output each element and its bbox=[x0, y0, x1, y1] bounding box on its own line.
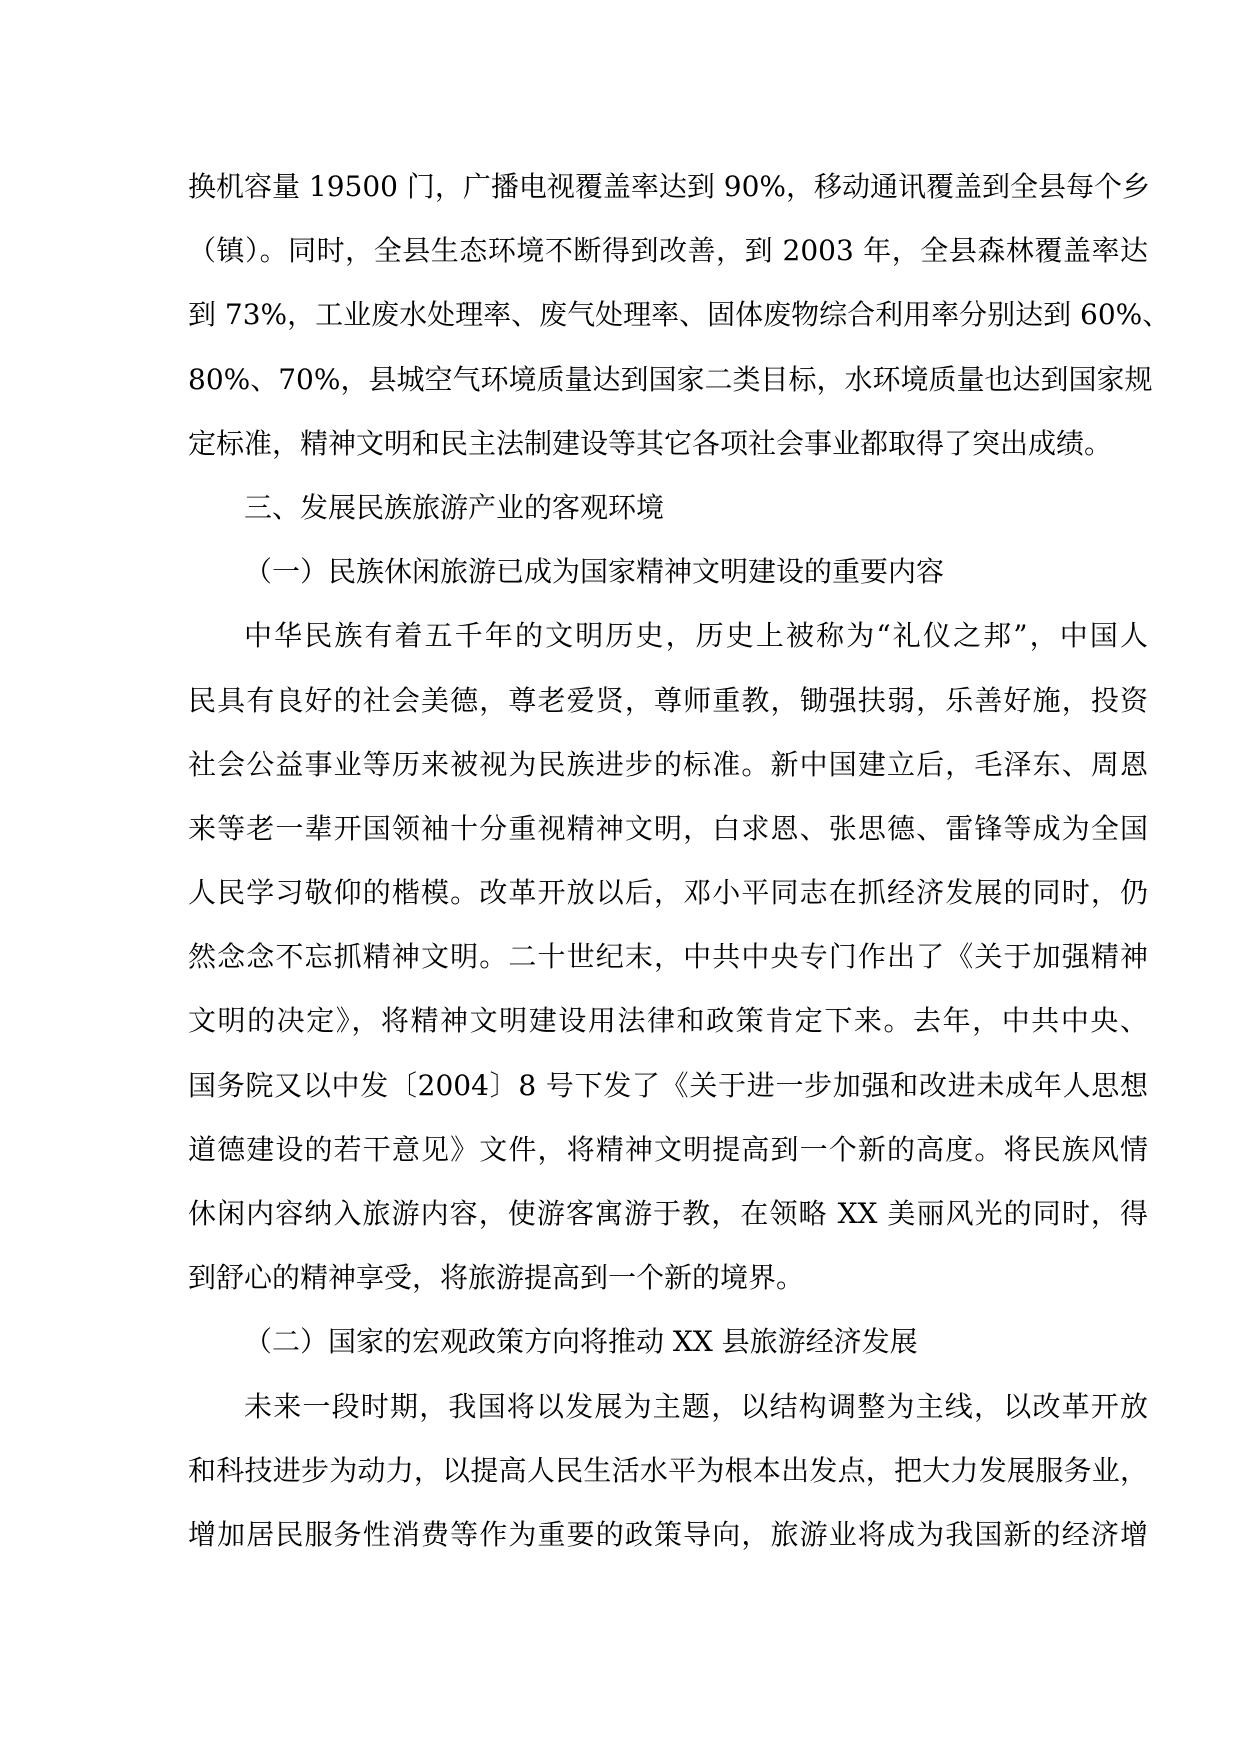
body-line: 社会公益事业等历来被视为民族进步的标准。新中国建立后，毛泽东、周恩 bbox=[188, 747, 1148, 781]
section-heading: 三、发展民族旅游产业的客观环境 bbox=[244, 490, 665, 524]
body-line: 然念念不忘抓精神文明。二十世纪末，中共中央专门作出了《关于加强精神 bbox=[188, 940, 1148, 974]
body-line: 文明的决定》，将精神文明建设用法律和政策肯定下来。去年，中共中央、 bbox=[188, 1004, 1148, 1038]
body-line: 来等老一辈开国领袖十分重视精神文明，白求恩、张思德、雷锋等成为全国 bbox=[188, 811, 1148, 845]
body-line: 国务院又以中发〔2004〕8 号下发了《关于进一步加强和改进未成年人思想 bbox=[188, 1068, 1148, 1102]
body-line: 未来一段时期，我国将以发展为主题，以结构调整为主线，以改革开放 bbox=[244, 1389, 1148, 1423]
document-body bbox=[188, 155, 1171, 1567]
body-line: 增加居民服务性消费等作为重要的政策导向，旅游业将成为我国新的经济增 bbox=[188, 1517, 1148, 1551]
subsection-heading: （二）国家的宏观政策方向将推动 XX 县旅游经济发展 bbox=[244, 1325, 918, 1359]
body-line: （镇）。同时，全县生态环境不断得到改善，到 2003 年，全县森林覆盖率达 bbox=[188, 234, 1148, 268]
body-line: 道德建设的若干意见》文件，将精神文明提高到一个新的高度。将民族风情 bbox=[188, 1132, 1148, 1166]
body-line: 到舒心的精神享受，将旅游提高到一个新的境界。 bbox=[188, 1261, 805, 1295]
body-line: 休闲内容纳入旅游内容，使游客寓游于教，在领略 XX 美丽风光的同时，得 bbox=[188, 1197, 1148, 1230]
subsection-heading: （一）民族休闲旅游已成为国家精神文明建设的重要内容 bbox=[244, 555, 945, 589]
body-line: 到 73%，工业废水处理率、废气处理率、固体废物综合利用率分别达到 60%、 bbox=[188, 298, 1171, 332]
body-line: 中华民族有着五千年的文明历史，历史上被称为“礼仪之邦”，中国人 bbox=[244, 619, 1148, 653]
body-line: 80%、70%，县城空气环境质量达到国家二类目标，水环境质量也达到国家规 bbox=[188, 362, 1153, 396]
body-line: 定标准，精神文明和民主法制建设等其它各项社会事业都取得了突出成绩。 bbox=[188, 426, 1113, 460]
body-line: 人民学习敬仰的楷模。改革开放以后，邓小平同志在抓经济发展的同时，仍 bbox=[188, 876, 1148, 910]
body-line: 和科技进步为动力，以提高人民生活水平为根本出发点，把大力发展服务业， bbox=[188, 1453, 1148, 1487]
body-line: 换机容量 19500 门，广播电视覆盖率达到 90%，移动通讯覆盖到全县每个乡 bbox=[188, 170, 1151, 203]
body-line: 民具有良好的社会美德，尊老爱贤，尊师重教，锄强扶弱，乐善好施，投资 bbox=[188, 683, 1148, 717]
